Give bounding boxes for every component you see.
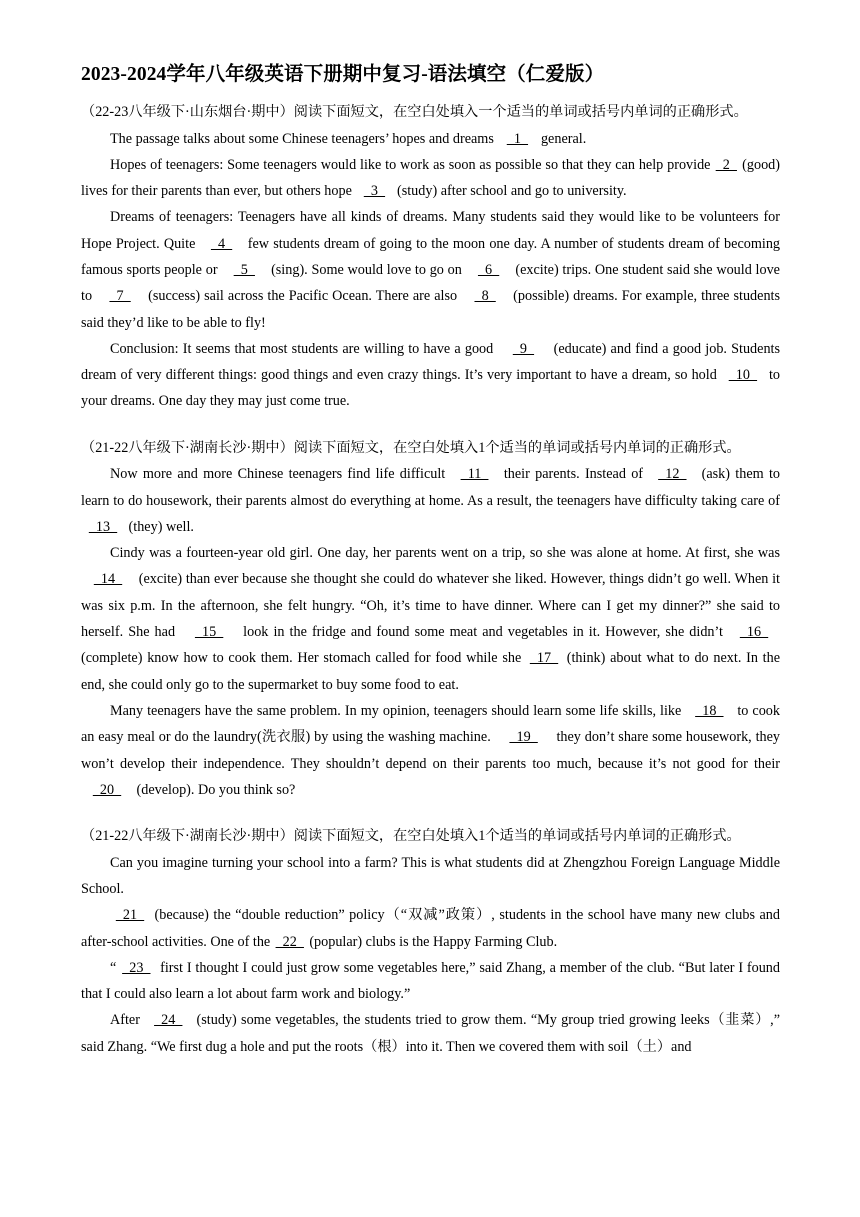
answer-blank[interactable]: 6 xyxy=(477,261,500,278)
exercise-sections xyxy=(81,99,780,1060)
passage-paragraph: Conclusion: It seems that most students are willing to have a good 9 (educate) and find a good job. Students dream of very different things: good things and even crazy things. It’s very important to have a dream, so hold 10 to your dreams. One day they may just come true. xyxy=(81,336,780,415)
passage-paragraph: Dreams of teenagers: Teenagers have all kinds of dreams. Many students said they would like to be volunteers for Hope Project. Quite 4 few students dream of going to the moon one day. A number of students dream of becoming famous sports people or 5 (sing). Some would love to go on 6 (excite) trips. One student said she would love to 7 (success) sail across the Pacific Ocean. There are also 8 (possible) dreams. For example, three students said they’d like to be able to fly! xyxy=(81,209,781,331)
section-instructions: （21-22八年级下·湖南长沙·期中）阅读下面短文，在空白处填入1个适当的单词或括号内单词的正确形式。 xyxy=(81,828,741,845)
answer-blank[interactable]: 14 xyxy=(93,571,123,588)
exercise-section xyxy=(81,435,780,803)
answer-blank[interactable]: 3 xyxy=(363,183,386,200)
answer-blank[interactable]: 24 xyxy=(154,1012,183,1029)
passage-paragraph: “ 23 first I thought I could just grow some vegetables here,” said Zhang, a member of the club. “But later I found that I could also learn a lot about farm work and biology.” xyxy=(81,955,780,1008)
answer-blank[interactable]: 18 xyxy=(695,702,724,719)
exercise-section xyxy=(81,823,780,1060)
passage-paragraph: The passage talks about some Chinese teenagers’ hopes and dreams 1 general. xyxy=(81,126,780,152)
answer-blank[interactable]: 23 xyxy=(122,959,151,976)
passage-paragraph: Can you imagine turning your school into a farm? This is what students did at Zhengzhou Foreign Language Middle School. xyxy=(81,854,780,897)
answer-blank[interactable]: 5 xyxy=(233,261,255,278)
answer-blank[interactable]: 20 xyxy=(92,781,122,798)
exercise-section xyxy=(81,99,780,415)
answer-blank[interactable]: 17 xyxy=(529,650,559,667)
passage-paragraph: Many teenagers have the same problem. In my opinion, teenagers should learn some life skills, like 18 to cook an easy meal or do the laundry(洗衣服) by using the washing machine. 19 they don’t share some housework, they won’t develop their independence. They shouldn’t depend on their parents too much, because it’s not good for their 20 (develop). Do you think so? xyxy=(81,698,780,803)
answer-blank[interactable]: 4 xyxy=(210,235,233,252)
answer-blank[interactable]: 7 xyxy=(109,288,131,305)
document-page xyxy=(81,58,780,1078)
answer-blank[interactable]: 11 xyxy=(460,466,489,483)
answer-blank[interactable]: 1 xyxy=(506,130,529,147)
answer-blank[interactable]: 21 xyxy=(115,907,145,924)
section-instructions: （22-23八年级下·山东烟台·期中）阅读下面短文，在空白处填入一个适当的单词或括号内单词的正确形式。 xyxy=(81,104,748,120)
answer-blank[interactable]: 22 xyxy=(275,933,304,950)
section-instructions: （21-22八年级下·湖南长沙·期中）阅读下面短文，在空白处填入1个适当的单词或括号内单词的正确形式。 xyxy=(81,439,741,456)
passage-paragraph: After 24 (study) some vegetables, the students tried to grow them. “My group tried growing leeks（韭菜）,” said Zhang. “We first dug a hole and put the roots（根）into it. Then we covered them with soil（土）and xyxy=(81,1007,780,1060)
passage-paragraph: Hopes of teenagers: Some teenagers would like to work as soon as possible so that they can help provide 2 (good) lives for their parents than ever, but others hope 3 (study) after school and go to university. xyxy=(81,152,780,205)
answer-blank[interactable]: 9 xyxy=(512,340,535,357)
answer-blank[interactable]: 19 xyxy=(509,729,538,746)
answer-blank[interactable]: 15 xyxy=(194,624,224,641)
passage-paragraph: Now more and more Chinese teenagers find life difficult 11 their parents. Instead of 12 (ask) them to learn to do housework, their parents almost do everything at home. As a result, the teenagers have difficulty taking care of 13 (they) well. xyxy=(81,461,780,540)
answer-blank[interactable]: 12 xyxy=(658,466,687,483)
answer-blank[interactable]: 13 xyxy=(88,518,118,535)
passage-paragraph: Cindy was a fourteen-year old girl. One day, her parents went on a trip, so she was alone at home. At first, she was 14 (excite) than ever because she thought she could do whatever she liked. However, things didn’t go well. When it was six p.m. In the afternoon, she felt hungry. “Oh, it’s time to have dinner. Where can I get my dinner?” she said to herself. She had 15 look in the fridge and found some meat and vegetables in it. However, she didn’t 16 (complete) know how to cook them. Her stomach called for food while she 17 (think) about what to do next. In the end, she could only go to the supermarket to buy some food to eat. xyxy=(81,545,780,693)
passage-paragraph: 21 (because) the “double reduction” policy（“双减”政策）, students in the school have many new clubs and after-school activities. One of the 22 (popular) clubs is the Happy Farming Club. xyxy=(81,902,780,955)
answer-blank[interactable]: 16 xyxy=(739,624,769,641)
answer-blank[interactable]: 10 xyxy=(728,367,758,384)
answer-blank[interactable]: 2 xyxy=(715,156,737,173)
answer-blank[interactable]: 8 xyxy=(474,288,496,305)
document-title: 2023-2024学年八年级英语下册期中复习-语法填空（仁爱版） xyxy=(81,64,605,85)
